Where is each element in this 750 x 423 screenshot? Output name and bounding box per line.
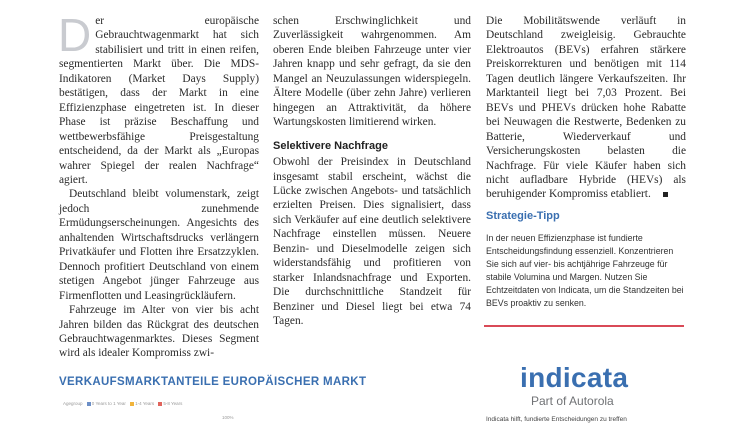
end-mark-icon — [663, 192, 668, 197]
section-subheading: Selektivere Nachfrage — [273, 139, 388, 152]
article-column-1 — [58, 9, 259, 361]
cut-off-text: Indicata hilft, fundierte Entscheidungen zu treffen — [486, 416, 627, 423]
paragraph-text: er europäische Gebrauchtwagenmarkt hat sich stabilisiert und tritt in einen reifen, segmentierten Markt über. Die MDS-Indikatoren (Market Days Supply) bestätigen, dass der Markt in eine Effizienzphase eingetreten ist. In dieser Phase ist präzise Beschaffung und wettbewerbsfähige Preisgestaltung entscheidend, da der Markt als „Europas wahrer Spiegel der realen Nachfrage“ agiert. — [59, 15, 259, 186]
legend-item: 1-4 Years — [135, 401, 155, 406]
paragraph-text: Die Mobilitätswende verläuft in Deutschland zweigleisig. Gebrauchte Elektroautos (BEVs) erfahren stärkere Preiskorrekturen und benötigen mit 114 Tagen deutlich längere Verkaufszeiten. Ihr Marktanteil liegt bei 7,03 Prozent. Bei BEVs und PHEVs drücken hohe Rabatte bei Neuwagen die Restwerte, Bedenken zu Batterie, Wiederverkauf und Versicherungskosten belasten die Nachfrage. Für viele Käufer haben sich nicht aufladbare Hybride (HEVs) als beruhigender Kompromiss etabliert. — [486, 15, 686, 201]
article-column-3 — [486, 14, 686, 202]
tip-divider — [484, 325, 684, 327]
chart-title: VERKAUFSMARKTANTEILE EUROPÄISCHER MARKT — [59, 376, 367, 388]
chart-legend — [63, 401, 182, 406]
article-paragraph: Obwohl der Preisindex in Deutschland insgesamt stabil erscheint, wächst die Lücke zwischen Angebots- und tatsächlich erzielten Preisen. Dies signalisiert, dass sich Verkäufer auf eine deutlich selektivere Nachfrage einstellen müssen. Neuere Benzin- und Dieselmodelle zeigen sich widerstandsfähig und profitieren von starker Inlandsnachfrage und Exporten. Die durchschnittliche Standzeit für Benziner und Diesel liegt bei etwa 74 Tagen. — [273, 156, 471, 328]
tip-heading: Strategie-Tipp — [486, 210, 560, 222]
legend-swatch — [130, 402, 134, 406]
article-paragraph — [58, 9, 259, 187]
article-paragraph — [486, 14, 686, 202]
legend-swatch — [158, 402, 162, 406]
logo-subtitle: Part of Autorola — [531, 394, 614, 408]
legend-item: 5-8 Years — [163, 401, 183, 406]
legend-item: 0 Years to 1 Year — [91, 401, 126, 406]
axis-tick-label: 100% — [222, 415, 234, 420]
article-paragraph: Fahrzeuge im Alter von vier bis acht Jahren bilden das Rückgrat des deutschen Gebrauchtwagenmarktes. Dieses Segment wird als idealer Kompromiss zwi- — [59, 304, 259, 360]
article-paragraph: Deutschland bleibt volumenstark, zeigt jedoch zunehmende Ermüdungserscheinungen. Angesichts des anhaltenden Wirtschaftsdrucks verlängern Privatkäufer und Flotten ihre Ersatzzyklen. Dennoch profitiert Deutschland von einem stetigen Angebot jünger Fahrzeuge aus Firmenflotten und Leasingrückläufern. — [59, 188, 259, 302]
article-column-2 — [273, 14, 471, 329]
drop-cap: D — [58, 9, 92, 61]
legend-swatch — [87, 402, 91, 406]
tip-text: In der neuen Effizienzphase ist fundierte Entscheidungsfindung essenziell. Konzentrieren Sie sich auf vier- bis achtjährige Fahrzeuge für stabile Volumina und Margen. Nutzen Sie Echtzeitdaten von Indicata, um die Standzeiten bei BEVs proaktiv zu senken. — [486, 233, 684, 308]
indicata-logo: indicata — [520, 362, 629, 393]
article-paragraph: schen Erschwinglichkeit und Zuverlässigkeit wahrgenommen. Am oberen Ende bleiben Fahrzeuge unter vier Jahren knapp und sehr gefragt, da sie den Mangel an Neuzulassungen widerspiegeln. Ältere Modelle (über zehn Jahre) verlieren hingegen an Attraktivität, da höhere Wartungskosten limitierend wirken. — [273, 15, 471, 129]
legend-title: Agegroup — [63, 401, 83, 406]
